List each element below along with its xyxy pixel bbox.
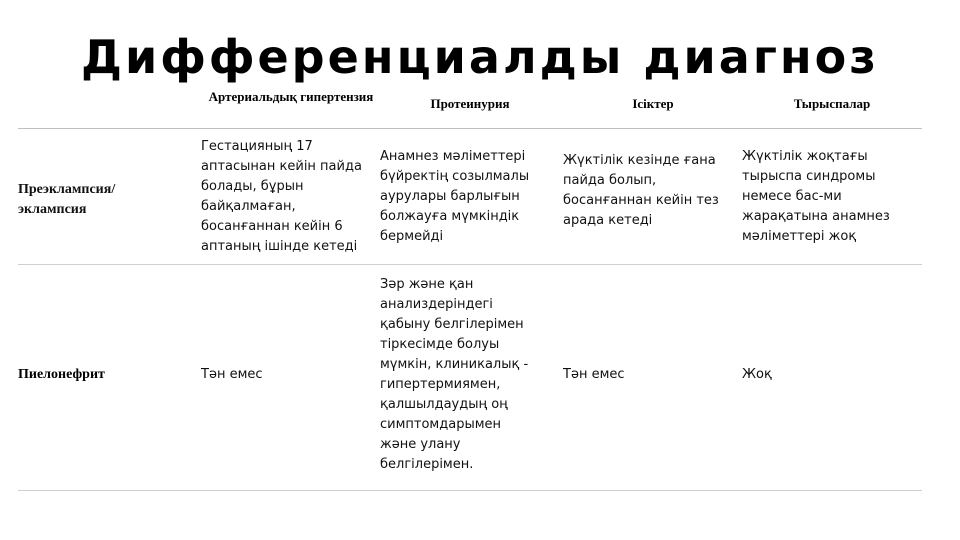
cell-pyelonephritis-hypertension: Тән емес bbox=[201, 367, 263, 382]
row-label-pyelonephritis: Пиелонефрит bbox=[18, 367, 105, 382]
table-row-preeclampsia bbox=[18, 129, 922, 265]
cell-pyelonephritis-proteinuria: Зәр және қан анализдеріндегі қабыну белгілерімен тіркесімде болуы мүмкін, клиникалық - гипертермиямен, қалшылдаудың оң симптомдарымен және улану белгілерімен. bbox=[380, 277, 529, 472]
table-header-row bbox=[18, 84, 922, 129]
cell-preeclampsia-proteinuria: Анамнез мәліметтері бүйректің созылмалы аурулары барлығын болжауға мүмкіндік бермейді bbox=[380, 149, 530, 244]
header-proteinuria: Протеинурия bbox=[430, 96, 510, 111]
table-row-pyelonephritis bbox=[18, 265, 922, 491]
cell-pyelonephritis-seizures: Жоқ bbox=[742, 367, 772, 382]
cell-preeclampsia-edema: Жүктілік кезінде ғана пайда болып, босанғаннан кейін тез арада кетеді bbox=[563, 153, 719, 228]
cell-preeclampsia-hypertension: Гестацияның 17 аптасынан кейін пайда болады, бұрын байқалмаған, босанғаннан кейін 6 аптаның ішінде кетеді bbox=[201, 139, 362, 254]
page-title: Дифференциалды диагноз bbox=[81, 30, 879, 84]
header-seizures: Тырыспалар bbox=[793, 96, 871, 111]
diagnosis-table bbox=[18, 84, 922, 491]
cell-pyelonephritis-edema: Тән емес bbox=[563, 367, 625, 382]
row-label-preeclampsia: Преэклампсия/ эклампсия bbox=[18, 182, 116, 217]
cell-preeclampsia-seizures: Жүктілік жоқтағы тырыспа синдромы немесе бас-ми жарақатына анамнез мәліметтері жоқ bbox=[742, 149, 890, 244]
header-arterial-hypertension: Артериальдық гипертензия bbox=[208, 89, 374, 104]
header-edema: Ісіктер bbox=[632, 96, 674, 111]
